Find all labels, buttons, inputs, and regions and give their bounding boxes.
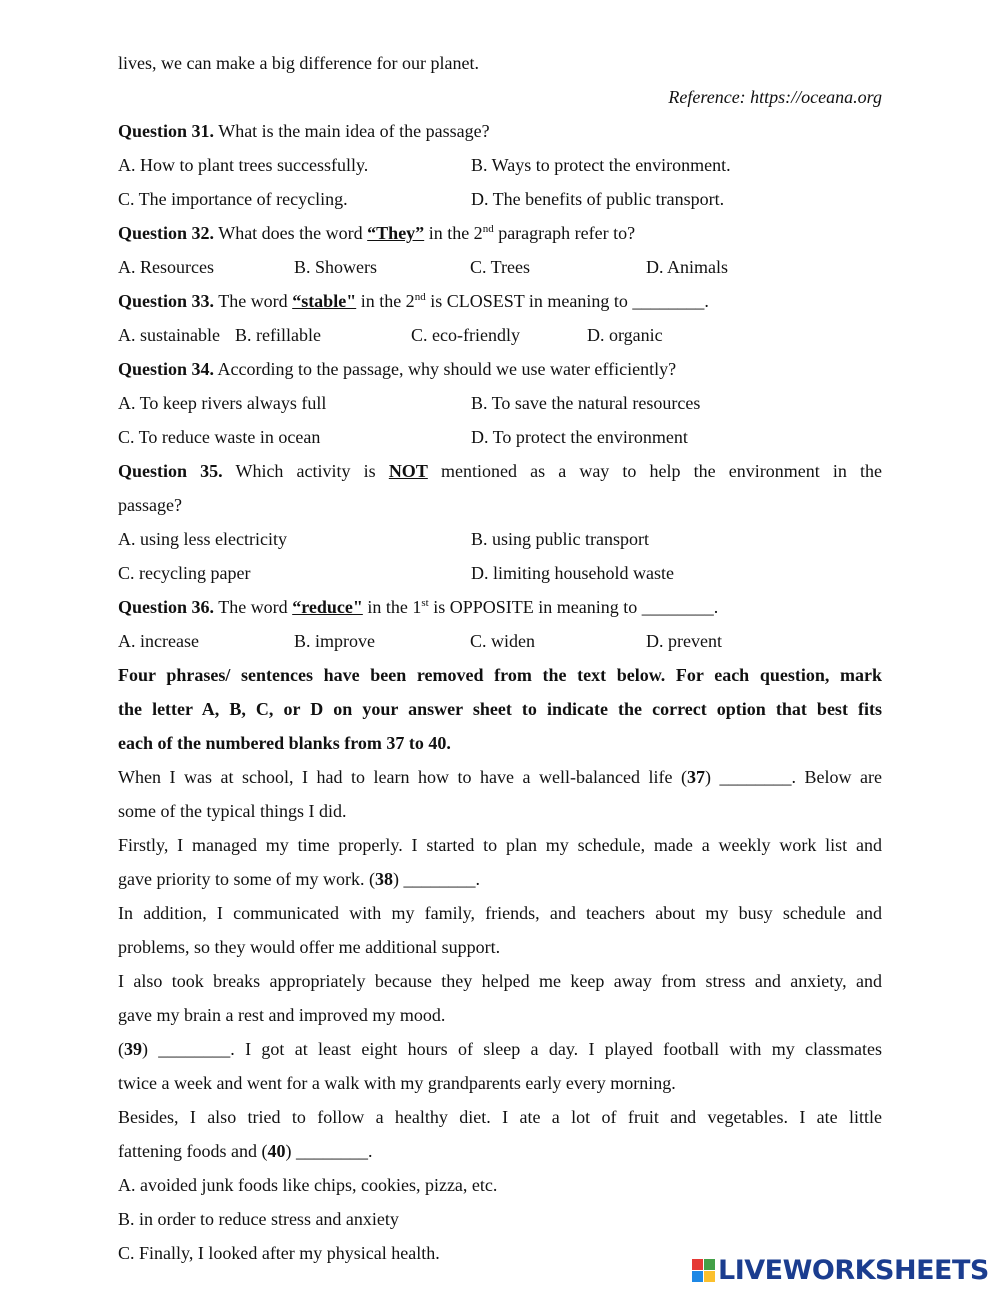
passage-line: [118, 1032, 882, 1066]
option-a[interactable]: A. sustainable: [118, 325, 220, 345]
question-label: Question 31.: [118, 121, 215, 141]
blank-number-37: 37: [686, 767, 705, 787]
question-text: in the 2: [424, 223, 483, 243]
option-d[interactable]: D. The benefits of public transport.: [471, 189, 725, 209]
q34-options-row-2: [118, 420, 882, 454]
passage-line: gave my brain a rest and improved my mood.: [118, 1005, 446, 1025]
answer-choice-b[interactable]: B. in order to reduce stress and anxiety: [118, 1209, 399, 1229]
answer-choice-c[interactable]: C. Finally, I looked after my physical health.: [118, 1243, 440, 1263]
passage-text: ) ________. I got at least eight hours of sleep a day. I played football with my classmates: [142, 1039, 882, 1059]
option-d[interactable]: D. prevent: [646, 631, 722, 651]
option-b[interactable]: B. Ways to protect the environment.: [471, 155, 731, 175]
q31-options-row-1: [118, 148, 882, 182]
keyword: “reduce": [292, 597, 363, 617]
passage-text: When I was at school, I had to learn how to have a well-balanced life (: [118, 767, 687, 787]
option-a[interactable]: A. To keep rivers always full: [118, 393, 327, 413]
option-d[interactable]: D. limiting household waste: [471, 563, 674, 583]
passage-text: fattening foods and (: [118, 1141, 268, 1161]
option-c[interactable]: C. Trees: [470, 257, 531, 277]
reference-line: Reference: https://oceana.org: [668, 87, 882, 107]
q33-options: [118, 318, 882, 352]
question-text: paragraph refer to?: [493, 223, 636, 243]
question-31: [118, 114, 882, 148]
passage-line: I also took breaks appropriately because they helped me keep away from stress and anxiety, and: [118, 971, 882, 991]
blank-number-38: 38: [374, 869, 393, 889]
passage-line: [118, 862, 882, 896]
q34-options-row-1: [118, 386, 882, 420]
worksheet-page: [118, 46, 882, 1270]
option-d[interactable]: D. Animals: [646, 257, 729, 277]
option-b[interactable]: B. using public transport: [471, 529, 649, 549]
question-text: in the 1: [362, 597, 422, 617]
question-label: Question 36.: [118, 597, 215, 617]
logo-square: [692, 1259, 703, 1270]
blank-number-39: 39: [124, 1039, 142, 1059]
passage-line: Firstly, I managed my time properly. I started to plan my schedule, made a weekly work list and: [118, 835, 882, 855]
option-c[interactable]: C. recycling paper: [118, 563, 251, 583]
passage-line: some of the typical things I did.: [118, 801, 347, 821]
instructions-line-1: Four phrases/ sentences have been removed from the text below. For each question, mark: [118, 665, 882, 685]
question-35: [118, 454, 882, 488]
question-35-cont: passage?: [118, 495, 182, 515]
q32-options: [118, 250, 882, 284]
superscript: nd: [482, 223, 494, 235]
option-b[interactable]: B. To save the natural resources: [471, 393, 701, 413]
question-label: Question 35.: [118, 461, 223, 481]
question-label: Question 33.: [118, 291, 215, 311]
question-text: is CLOSEST in meaning to ________.: [425, 291, 709, 311]
option-c[interactable]: C. widen: [470, 631, 535, 651]
passage-text: gave priority to some of my work. (: [118, 869, 375, 889]
logo-mark-icon: [692, 1259, 715, 1282]
question-label: Question 32.: [118, 223, 215, 243]
option-a[interactable]: A. How to plant trees successfully.: [118, 155, 369, 175]
q36-options: [118, 624, 882, 658]
superscript: st: [421, 597, 429, 609]
q31-options-row-2: [118, 182, 882, 216]
option-d[interactable]: D. organic: [587, 325, 663, 345]
instructions-line-3: each of the numbered blanks from 37 to 40.: [118, 733, 451, 753]
q35-options-row-1: [118, 522, 882, 556]
question-text: What does the word: [218, 223, 368, 243]
logo-square: [704, 1271, 715, 1282]
question-text: The word: [218, 291, 293, 311]
instructions-line-2: the letter A, B, C, or D on your answer sheet to indicate the correct option that best fits: [118, 699, 882, 719]
option-b[interactable]: B. Showers: [294, 257, 378, 277]
blank-number-40: 40: [267, 1141, 286, 1161]
option-a[interactable]: A. using less electricity: [118, 529, 287, 549]
passage-text: ) ________.: [285, 1141, 373, 1161]
passage-line: In addition, I communicated with my family, friends, and teachers about my busy schedule and: [118, 903, 882, 923]
passage-line: [118, 1134, 882, 1168]
passage-text: (: [118, 1039, 124, 1059]
question-32: [118, 216, 882, 250]
liveworksheets-logo: [692, 1253, 989, 1287]
question-text: The word: [218, 597, 293, 617]
question-text: mentioned as a way to help the environment in the: [440, 461, 883, 481]
logo-square: [704, 1259, 715, 1270]
superscript: nd: [414, 291, 426, 303]
question-34: [118, 352, 882, 386]
question-text: in the 2: [356, 291, 415, 311]
option-d[interactable]: D. To protect the environment: [471, 427, 688, 447]
option-c[interactable]: C. The importance of recycling.: [118, 189, 348, 209]
passage-line: problems, so they would offer me additional support.: [118, 937, 501, 957]
passage-text: ) ________. Below are: [704, 767, 882, 787]
keyword: NOT: [388, 461, 428, 481]
passage-line: [118, 760, 882, 794]
question-text: What is the main idea of the passage?: [218, 121, 490, 141]
passage-tail: lives, we can make a big difference for our planet.: [118, 53, 480, 73]
passage-line: Besides, I also tried to follow a healthy diet. I ate a lot of fruit and vegetables. I ate little: [118, 1107, 882, 1127]
answer-choice-a[interactable]: A. avoided junk foods like chips, cookies, pizza, etc.: [118, 1175, 498, 1195]
question-33: [118, 284, 882, 318]
question-36: [118, 590, 882, 624]
question-text: Which activity is: [235, 461, 389, 481]
question-text: is OPPOSITE in meaning to ________.: [428, 597, 719, 617]
passage-line: twice a week and went for a walk with my grandparents early every morning.: [118, 1073, 676, 1093]
keyword: “They”: [367, 223, 425, 243]
option-b[interactable]: B. refillable: [235, 325, 321, 345]
question-text: According to the passage, why should we use water efficiently?: [217, 359, 677, 379]
logo-text: LIVEWORKSHEETS: [718, 1254, 989, 1286]
question-label: Question 34.: [118, 359, 215, 379]
keyword: “stable": [292, 291, 357, 311]
q35-options-row-2: [118, 556, 882, 590]
option-a[interactable]: A. Resources: [118, 257, 214, 277]
logo-square: [692, 1271, 703, 1282]
option-b[interactable]: B. improve: [294, 631, 375, 651]
option-c[interactable]: C. To reduce waste in ocean: [118, 427, 321, 447]
option-a[interactable]: A. increase: [118, 631, 199, 651]
option-c[interactable]: C. eco-friendly: [411, 325, 520, 345]
passage-text: ) ________.: [392, 869, 480, 889]
